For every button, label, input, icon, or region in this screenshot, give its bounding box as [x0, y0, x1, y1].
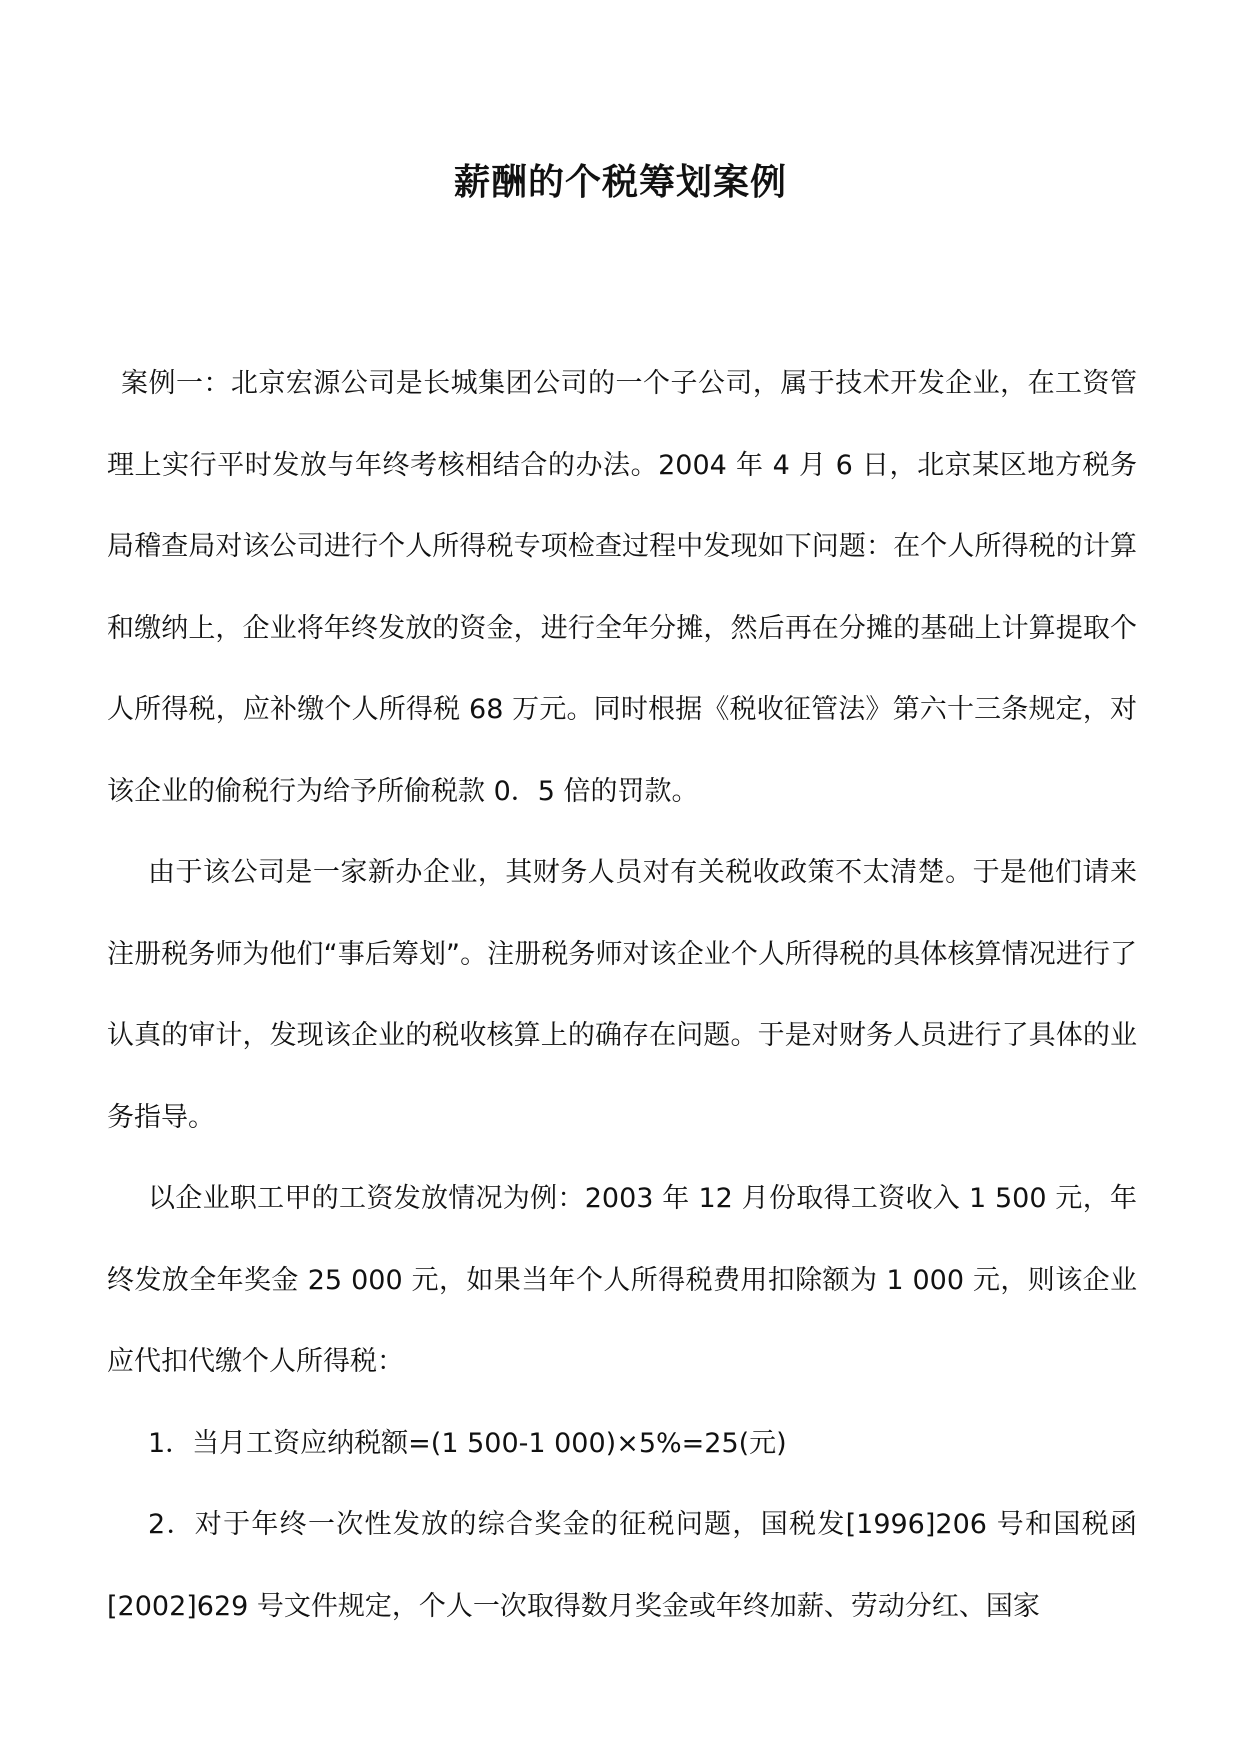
paragraph-example: 以企业职工甲的工资发放情况为例：2003 年 12 月份取得工资收入 1 500 元，年终发放全年奖金 25 000 元，如果当年个人所得税费用扣除额为 1 000 元，则该企业应代扣代缴个人所得税： [107, 1183, 1137, 1377]
paragraph-planning: 由于该公司是一家新办企业，其财务人员对有关税收政策不太清楚。于是他们请来注册税务师为他们“事后筹划”。注册税务师对该企业个人所得税的具体核算情况进行了认真的审计，发现该企业的税收核算上的确存在问题。于是对财务人员进行了具体的业务指导。 [107, 857, 1137, 1133]
document-body [107, 343, 1137, 1647]
paragraph-item-1: 1．当月工资应纳税额=(1 500-1 000)×5%=25(元) [148, 1427, 787, 1459]
document-title: 薪酬的个税筹划案例 [453, 162, 787, 203]
paragraph-case-one: 案例一：北京宏源公司是长城集团公司的一个子公司，属于技术开发企业，在工资管理上实行平时发放与年终考核相结合的办法。2004 年 4 月 6 日，北京某区地方税务局稽查局对该公司进行个人所得税专项检查过程中发现如下问题：在个人所得税的计算和缴纳上，企业将年终发放的资金，进行全年分摊，然后再在分摊的基础上计算提取个人所得税，应补缴个人所得税 68 万元。同时根据《税收征管法》第六十三条规定，对该企业的偷税行为给予所偷税款 0．5 倍的罚款。 [107, 368, 1137, 807]
paragraph-item-2: 2．对于年终一次性发放的综合奖金的征税问题，国税发[1996]206 号和国税函[2002]629 号文件规定，个人一次取得数月奖金或年终加薪、劳动分红、国家 [107, 1509, 1137, 1622]
